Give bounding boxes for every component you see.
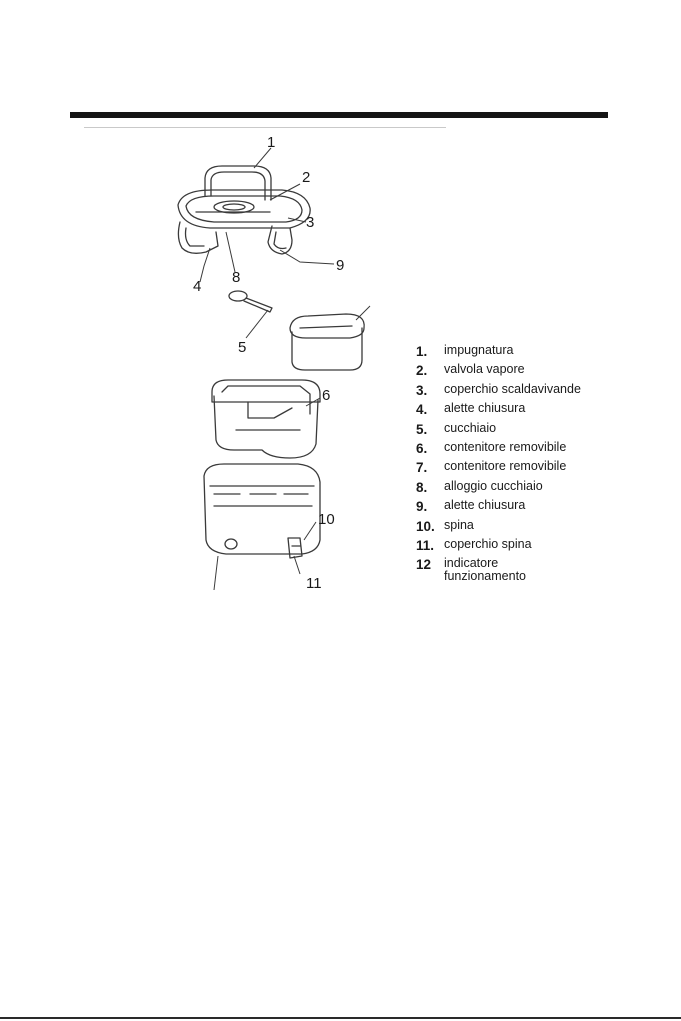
legend-item — [416, 479, 676, 498]
legend-item — [416, 498, 676, 517]
right-clip — [268, 226, 292, 254]
legend-item — [416, 382, 676, 401]
legend-number: 8. — [416, 479, 428, 495]
legend-item — [416, 440, 676, 459]
legend-label: valvola vapore — [444, 362, 525, 377]
legend-label: indicatore funzionamento — [444, 556, 527, 584]
legend-number: 5. — [416, 421, 428, 437]
callout-8: 8 — [232, 269, 241, 286]
callout-5: 5 — [238, 339, 247, 356]
legend-number: 12 — [416, 557, 432, 573]
legend-label: impugnatura — [444, 343, 514, 357]
spoon — [229, 291, 272, 312]
legend-number: 11. — [416, 537, 435, 553]
legend-label: coperchio spina — [444, 536, 532, 551]
base-unit — [204, 464, 320, 558]
callout-11: 11 — [306, 575, 322, 592]
callout-2: 2 — [302, 169, 311, 186]
legend-number: 7. — [416, 460, 428, 476]
leader-lines — [200, 148, 370, 590]
legend-item — [416, 401, 676, 420]
legend-number: 10. — [416, 518, 435, 534]
callout-6: 6 — [322, 387, 331, 404]
lid-assembly — [178, 166, 310, 254]
legend-label: contenitore removibile — [444, 439, 567, 454]
legend-label: alloggio cucchiaio — [444, 478, 543, 493]
legend-item — [416, 537, 676, 556]
legend-item — [416, 362, 676, 381]
parts-legend — [416, 343, 676, 590]
legend-number: 3. — [416, 382, 428, 398]
callout-10: 10 — [318, 511, 335, 528]
legend-label: coperchio scaldavivande — [444, 381, 581, 396]
legend-label: alette chiusura — [444, 498, 526, 513]
small-container — [290, 314, 364, 370]
callout-1: 1 — [267, 134, 276, 151]
callout-9: 9 — [336, 257, 345, 274]
removable-container — [212, 380, 320, 458]
legend-label: alette chiusura — [444, 401, 526, 416]
legend-label: contenitore removibile — [444, 459, 567, 474]
legend-label: cucchiaio — [444, 420, 497, 435]
legend-number: 2. — [416, 363, 428, 379]
legend-number: 9. — [416, 499, 428, 515]
steam-valve — [214, 201, 254, 213]
legend-number: 1. — [416, 344, 428, 359]
legend-item — [416, 518, 676, 537]
legend-item — [416, 343, 676, 362]
callout-3: 3 — [306, 214, 315, 231]
lid-handle — [205, 166, 271, 200]
callout-4: 4 — [193, 278, 202, 295]
page-edge-line — [0, 1017, 681, 1019]
legend-item — [416, 421, 676, 440]
legend-item — [416, 459, 676, 478]
legend-label: spina — [444, 517, 474, 532]
legend-number: 4. — [416, 402, 428, 418]
legend-number: 6. — [416, 440, 428, 456]
legend-item — [416, 556, 676, 590]
